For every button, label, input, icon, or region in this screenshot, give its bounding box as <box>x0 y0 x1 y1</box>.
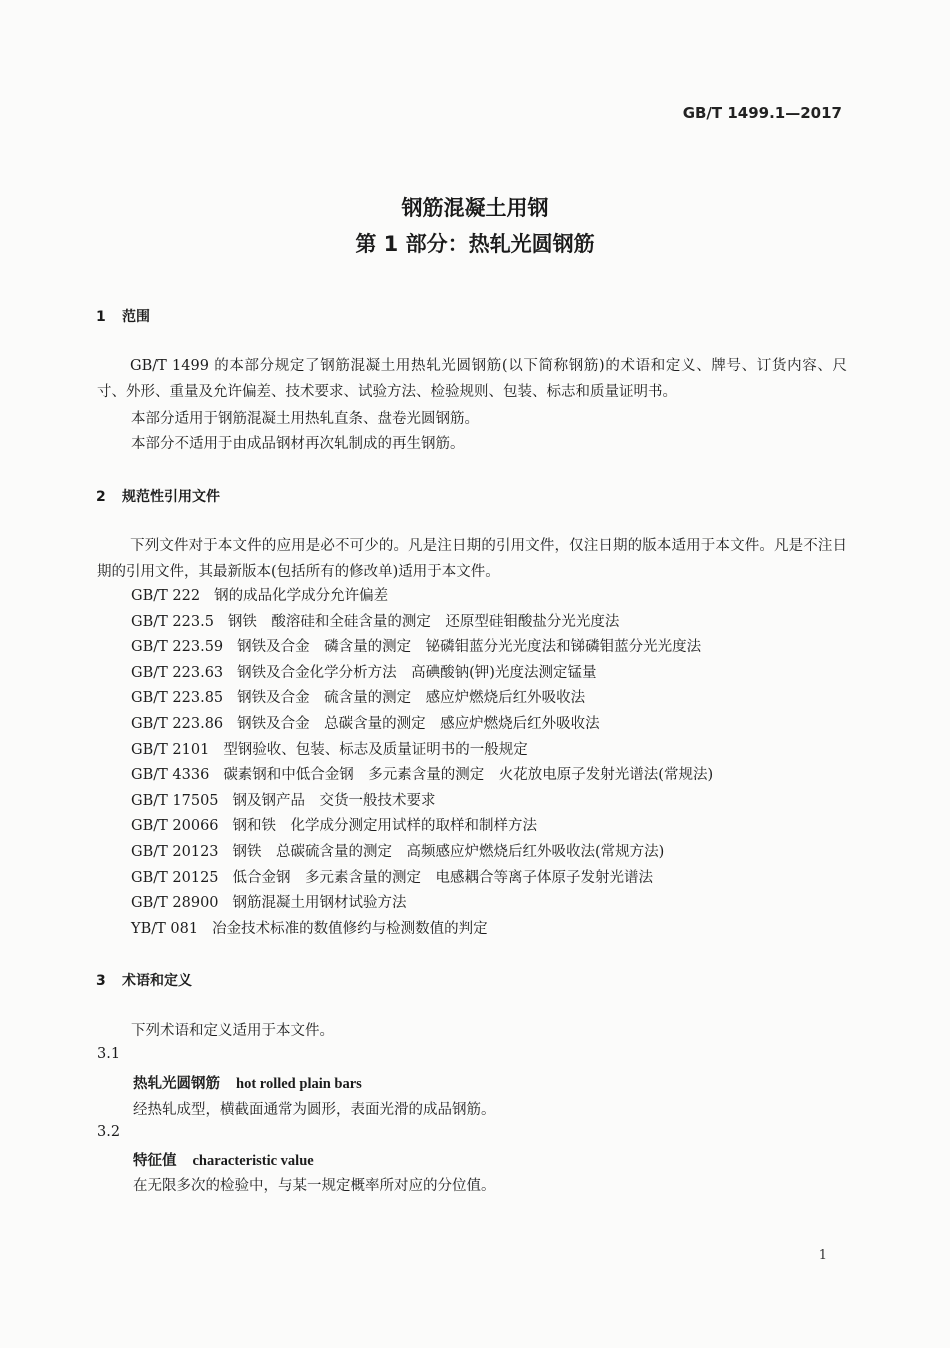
reference-item <box>131 738 713 764</box>
reference-code: GB/T 28900 <box>131 895 219 912</box>
reference-title: 钢和铁 化学成分测定用试样的取样和制样方法 <box>232 818 538 835</box>
term-definition: 在无限多次的检验中，与某一规定概率所对应的分位值。 <box>133 1178 496 1194</box>
reference-item <box>131 866 713 892</box>
reference-code: GB/T 223.59 <box>131 639 224 656</box>
reference-code: GB/T 223.86 <box>131 715 224 732</box>
section-number: 1 <box>96 309 106 325</box>
term-en: hot rolled plain bars <box>236 1076 362 1092</box>
reference-title: 钢铁及合金化学分析方法 高碘酸钠(钾)光度法测定锰量 <box>237 664 597 681</box>
standard-code: GB/T 1499.1—2017 <box>682 104 842 122</box>
reference-code: GB/T 223.63 <box>131 664 224 681</box>
section-title: 规范性引用文件 <box>122 489 220 505</box>
reference-item <box>131 584 713 610</box>
reference-title: 碳素钢和中低合金钢 多元素含量的测定 火花放电原子发射光谱法(常规法) <box>223 767 714 784</box>
reference-list <box>131 584 713 942</box>
term-number: 3.2 <box>97 1124 121 1140</box>
section-heading-scope <box>96 306 150 326</box>
document-title: 钢筋混凝土用钢 <box>401 196 549 220</box>
reference-item <box>131 840 713 866</box>
reference-item <box>131 661 713 687</box>
reference-title: 钢铁 酸溶硅和全硅含量的测定 还原型硅钼酸盐分光光度法 <box>227 613 620 630</box>
reference-code: GB/T 20125 <box>131 869 219 886</box>
section-heading-normative-references <box>96 486 220 506</box>
term-zh: 热轧光圆钢筋 <box>133 1075 220 1092</box>
term-zh: 特征值 <box>133 1152 177 1169</box>
section-title: 范围 <box>122 309 150 325</box>
reference-item <box>131 635 713 661</box>
page-number: 1 <box>818 1248 827 1263</box>
term-name <box>133 1149 314 1170</box>
reference-item <box>131 610 713 636</box>
reference-code: GB/T 4336 <box>131 767 210 784</box>
reference-title: 冶金技术标准的数值修约与检测数值的判定 <box>212 920 488 937</box>
paragraph <box>97 353 847 405</box>
paragraph: 本部分适用于钢筋混凝土用热轧直条、盘卷光圆钢筋。 <box>131 411 479 427</box>
reference-item <box>131 891 713 917</box>
reference-code: GB/T 20123 <box>131 843 219 860</box>
reference-item <box>131 763 713 789</box>
reference-code: YB/T 081 <box>131 920 199 937</box>
term-definition: 经热轧成型，横截面通常为圆形，表面光滑的成品钢筋。 <box>133 1102 496 1118</box>
reference-code: GB/T 17505 <box>131 792 219 809</box>
reference-code: GB/T 223.85 <box>131 690 224 707</box>
reference-title: 钢铁 总碳硫含量的测定 高频感应炉燃烧后红外吸收法(常规方法) <box>232 843 665 860</box>
paragraph: 下列术语和定义适用于本文件。 <box>131 1023 334 1039</box>
paragraph-text: GB/T 1499 的本部分规定了钢筋混凝土用热轧光圆钢筋(以下简称钢筋)的术语和定义、牌号、订货内容、尺寸、外形、重量及允许偏差、技术要求、试验方法、检验规则、包装、标志和质量证明书。 <box>97 358 847 400</box>
reference-title: 钢铁及合金 磷含量的测定 铋磷钼蓝分光光度法和锑磷钼蓝分光光度法 <box>237 639 702 656</box>
reference-title: 钢及钢产品 交货一般技术要求 <box>232 792 436 809</box>
reference-item <box>131 917 713 943</box>
document-subtitle: 第 1 部分：热轧光圆钢筋 <box>355 232 595 256</box>
reference-item <box>131 814 713 840</box>
reference-item <box>131 789 713 815</box>
reference-title: 钢筋混凝土用钢材试验方法 <box>232 895 407 912</box>
paragraph-text: 下列文件对于本文件的应用是必不可少的。凡是注日期的引用文件，仅注日期的版本适用于本文件。凡是不注日期的引用文件，其最新版本(包括所有的修改单)适用于本文件。 <box>97 538 847 580</box>
paragraph: 本部分不适用于由成品钢材再次轧制成的再生钢筋。 <box>131 436 465 452</box>
paragraph <box>97 533 847 585</box>
reference-title: 钢铁及合金 硫含量的测定 感应炉燃烧后红外吸收法 <box>237 690 586 707</box>
reference-item <box>131 686 713 712</box>
section-title: 术语和定义 <box>122 973 192 989</box>
reference-code: GB/T 222 <box>131 588 201 604</box>
term-en: characteristic value <box>192 1153 314 1169</box>
reference-title: 钢铁及合金 总碳含量的测定 感应炉燃烧后红外吸收法 <box>237 715 600 732</box>
reference-code: GB/T 20066 <box>131 818 219 835</box>
reference-title: 型钢验收、包装、标志及质量证明书的一般规定 <box>223 741 528 758</box>
reference-title: 低合金钢 多元素含量的测定 电感耦合等离子体原子发射光谱法 <box>232 869 654 886</box>
reference-title: 钢的成品化学成分允许偏差 <box>214 588 389 604</box>
reference-item <box>131 712 713 738</box>
term-number: 3.1 <box>97 1046 121 1062</box>
section-heading-terms <box>96 970 192 990</box>
term-name <box>133 1072 362 1093</box>
reference-code: GB/T 223.5 <box>131 613 214 630</box>
section-number: 3 <box>96 973 106 989</box>
section-number: 2 <box>96 489 106 505</box>
reference-code: GB/T 2101 <box>131 741 210 758</box>
